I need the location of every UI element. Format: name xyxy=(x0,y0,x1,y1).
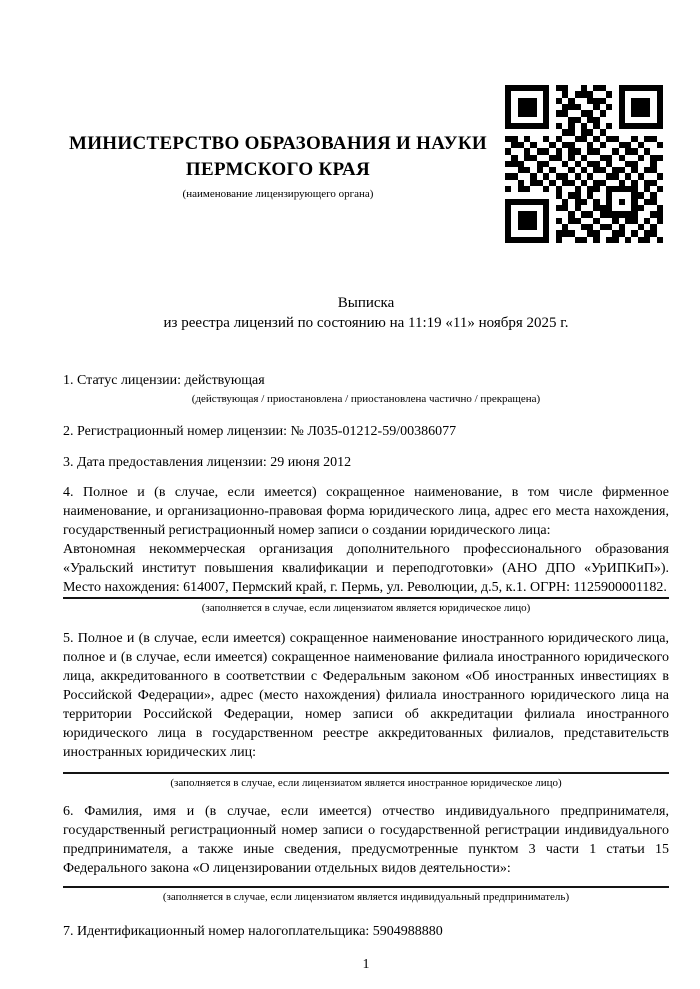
issuing-authority-line2: ПЕРМСКОГО КРАЯ xyxy=(185,159,371,180)
license-grant-date-line: 3. Дата предоставления лицензии: 29 июня 2012 xyxy=(63,455,352,470)
foreign-entity-question: 5. Полное и (в случае, если имеется) сокращенное наименование иностранного юридического лица, полное и (в случае, если имеется) сокращенное наименование филиала иностранного юридического лица, аккредитованного в соответствии с Федеральным законом «Об иностранных инвестициях в Российской Федерации», адрес (место нахождения) филиала иностранного юридического лица на территории Российской Федерации, номер записи об аккредитации филиала иностранного юридического лица в государственном реестре аккредитованных филиалов, представительств иностранных юридических лиц: xyxy=(63,631,669,760)
entrepreneur-blank-field xyxy=(63,878,669,886)
issuing-authority-line1: МИНИСТЕРСТВО ОБРАЗОВАНИЯ И НАУКИ xyxy=(68,133,488,154)
qr-code-icon xyxy=(505,85,663,243)
document-title-line1: Выписка xyxy=(337,295,395,311)
foreign-entity-section xyxy=(63,629,669,790)
entrepreneur-divider xyxy=(63,886,669,888)
license-status-options-caption: (действующая / приостановлена / приостановлена частично / прекращена) xyxy=(191,393,541,405)
page-number: 1 xyxy=(362,957,370,972)
document-title-line2: из реестра лицензий по состоянию на 11:19 «11» ноября 2025 г. xyxy=(163,315,569,331)
legal-entity-caption: (заполняется в случае, если лицензиатом является юридическое лицо) xyxy=(201,602,531,614)
legal-entity-section xyxy=(63,483,669,615)
legal-entity-divider xyxy=(63,597,669,599)
license-status-line: 1. Статус лицензии: действующая xyxy=(63,373,265,388)
taxpayer-number-line: 7. Идентификационный номер налогоплательщика: 5904988880 xyxy=(63,924,443,939)
document-header xyxy=(52,131,504,201)
issuing-authority-name xyxy=(52,131,504,183)
legal-entity-question: 4. Полное и (в случае, если имеется) сокращенное наименование, в том числе фирменное наименование, и организационно-правовая форма юридического лица, адрес его места нахождения, государственный регистрационный номер записи о создании юридического лица: xyxy=(63,485,669,538)
foreign-entity-divider xyxy=(63,772,669,774)
license-reg-number-line: 2. Регистрационный номер лицензии: № Л035-01212-59/00386077 xyxy=(63,424,457,439)
entrepreneur-caption: (заполняется в случае, если лицензиатом является индивидуальный предприниматель) xyxy=(162,891,570,903)
document-body xyxy=(63,293,669,974)
entrepreneur-section xyxy=(63,802,669,904)
license-status-section xyxy=(63,371,669,406)
foreign-entity-blank-field xyxy=(63,762,669,772)
legal-entity-value: Автономная некоммерческая организация дополнительного профессионального образования «Уральский институт повышения квалификации и переподготовки» (АНО ДПО «УрИПКиП»). Место нахождения: 614007, Пермский край, г. Пермь, ул. Революции, д.5, к.1. ОГРН: 1125900001182. xyxy=(63,542,669,595)
foreign-entity-caption: (заполняется в случае, если лицензиатом является иностранное юридическое лицо) xyxy=(170,777,562,789)
entrepreneur-question: 6. Фамилия, имя и (в случае, если имеется) отчество индивидуального предпринимателя, государственный регистрационный номер записи о государственной регистрации индивидуального предпринимателя, а также иные сведения, предусмотренные пунктом 3 части 1 статьи 15 Федерального закона «О лицензировании отдельных видов деятельности»: xyxy=(63,804,669,876)
document-title xyxy=(63,293,669,333)
issuing-authority-caption: (наименование лицензирующего органа) xyxy=(182,188,374,200)
